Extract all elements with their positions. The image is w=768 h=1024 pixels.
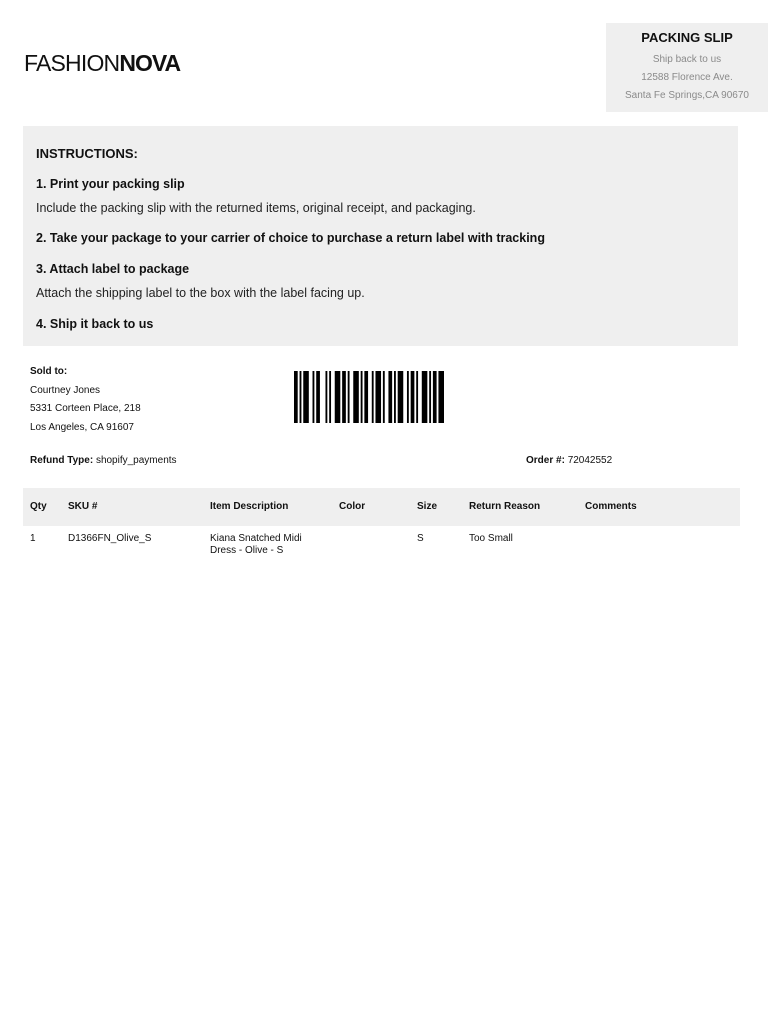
sold-to-label: Sold to: [30,366,68,377]
order-barcode [294,371,444,423]
refund-type-label: Refund Type: [30,455,94,466]
step-1-body: Include the packing slip with the returned items, original receipt, and packaging. [36,201,476,215]
refund-type-value: shopify_payments [95,455,177,466]
header-size: Size [417,501,438,512]
barcode-bar [383,371,385,423]
instructions-panel [23,126,738,346]
barcode-bar [372,371,374,423]
step-4-title: 4. Ship it back to us [36,317,154,331]
step-2-title: 2. Take your package to your carrier of choice to purchase a return label with tracking [36,231,545,245]
step-3-title: 3. Attach label to package [36,262,190,276]
header-sku: SKU # [68,501,98,512]
header-return-reason: Return Reason [469,501,541,512]
cell-description: Kiana Snatched Midi Dress - Olive - S [210,533,302,556]
barcode-bar [438,371,444,423]
cell-qty: 1 [30,533,36,544]
ship-back-line: Ship back to us [652,54,722,65]
step-3-body: Attach the shipping label to the box with the label facing up. [36,286,365,300]
refund-type [30,455,177,467]
barcode-bar [316,371,320,423]
return-street: 12588 Florence Ave. [641,72,733,83]
return-city: Santa Fe Springs,CA 90670 [625,90,749,101]
barcode-bar [325,371,327,423]
sold-to-block [30,363,141,437]
barcode-bar [429,371,431,423]
customer-name: Courtney Jones [30,384,101,396]
brand-logo [24,52,180,75]
packing-slip-title: PACKING SLIP [641,30,733,45]
customer-address-1: 5331 Corteen Place, 218 [30,403,141,414]
barcode-bar [364,371,368,423]
barcode-bar [342,371,346,423]
cell-sku: D1366FN_Olive_S [68,533,152,544]
barcode-bar [416,371,418,423]
table-row [23,526,740,566]
barcode-bar [313,371,315,423]
header-comments: Comments [585,501,637,512]
barcode-bar [375,371,381,423]
brand-logo-light: FASHION [24,50,120,76]
barcode-bar [329,371,331,423]
items-table-header [23,488,740,526]
order-number-value: 72042552 [567,455,613,466]
cell-size: S [417,533,424,544]
items-table [23,488,740,566]
step-1-title: 1. Print your packing slip [36,177,185,191]
barcode-bar [422,371,428,423]
barcode-bar [300,371,302,423]
barcode-bar [353,371,359,423]
barcode-bar [394,371,396,423]
barcode-bar [348,371,350,423]
barcode-bar [411,371,415,423]
packing-slip-box [606,23,768,112]
barcode-bar [303,371,309,423]
barcode-bar [335,371,341,423]
instructions-heading: INSTRUCTIONS: [36,146,138,161]
barcode-bar [388,371,392,423]
customer-address-2: Los Angeles, CA 91607 [30,421,134,433]
header-color: Color [339,501,366,512]
cell-return-reason: Too Small [469,533,513,544]
barcode-bar [407,371,409,423]
barcode-bar [398,371,404,423]
barcode-bar [433,371,437,423]
header-description: Item Description [210,501,289,512]
brand-logo-heavy: NOVA [119,50,181,76]
order-number-label: Order #: [526,455,565,466]
order-number [526,455,612,467]
header-qty: Qty [30,501,47,512]
barcode-bar [294,371,298,423]
barcode-bar [361,371,363,423]
